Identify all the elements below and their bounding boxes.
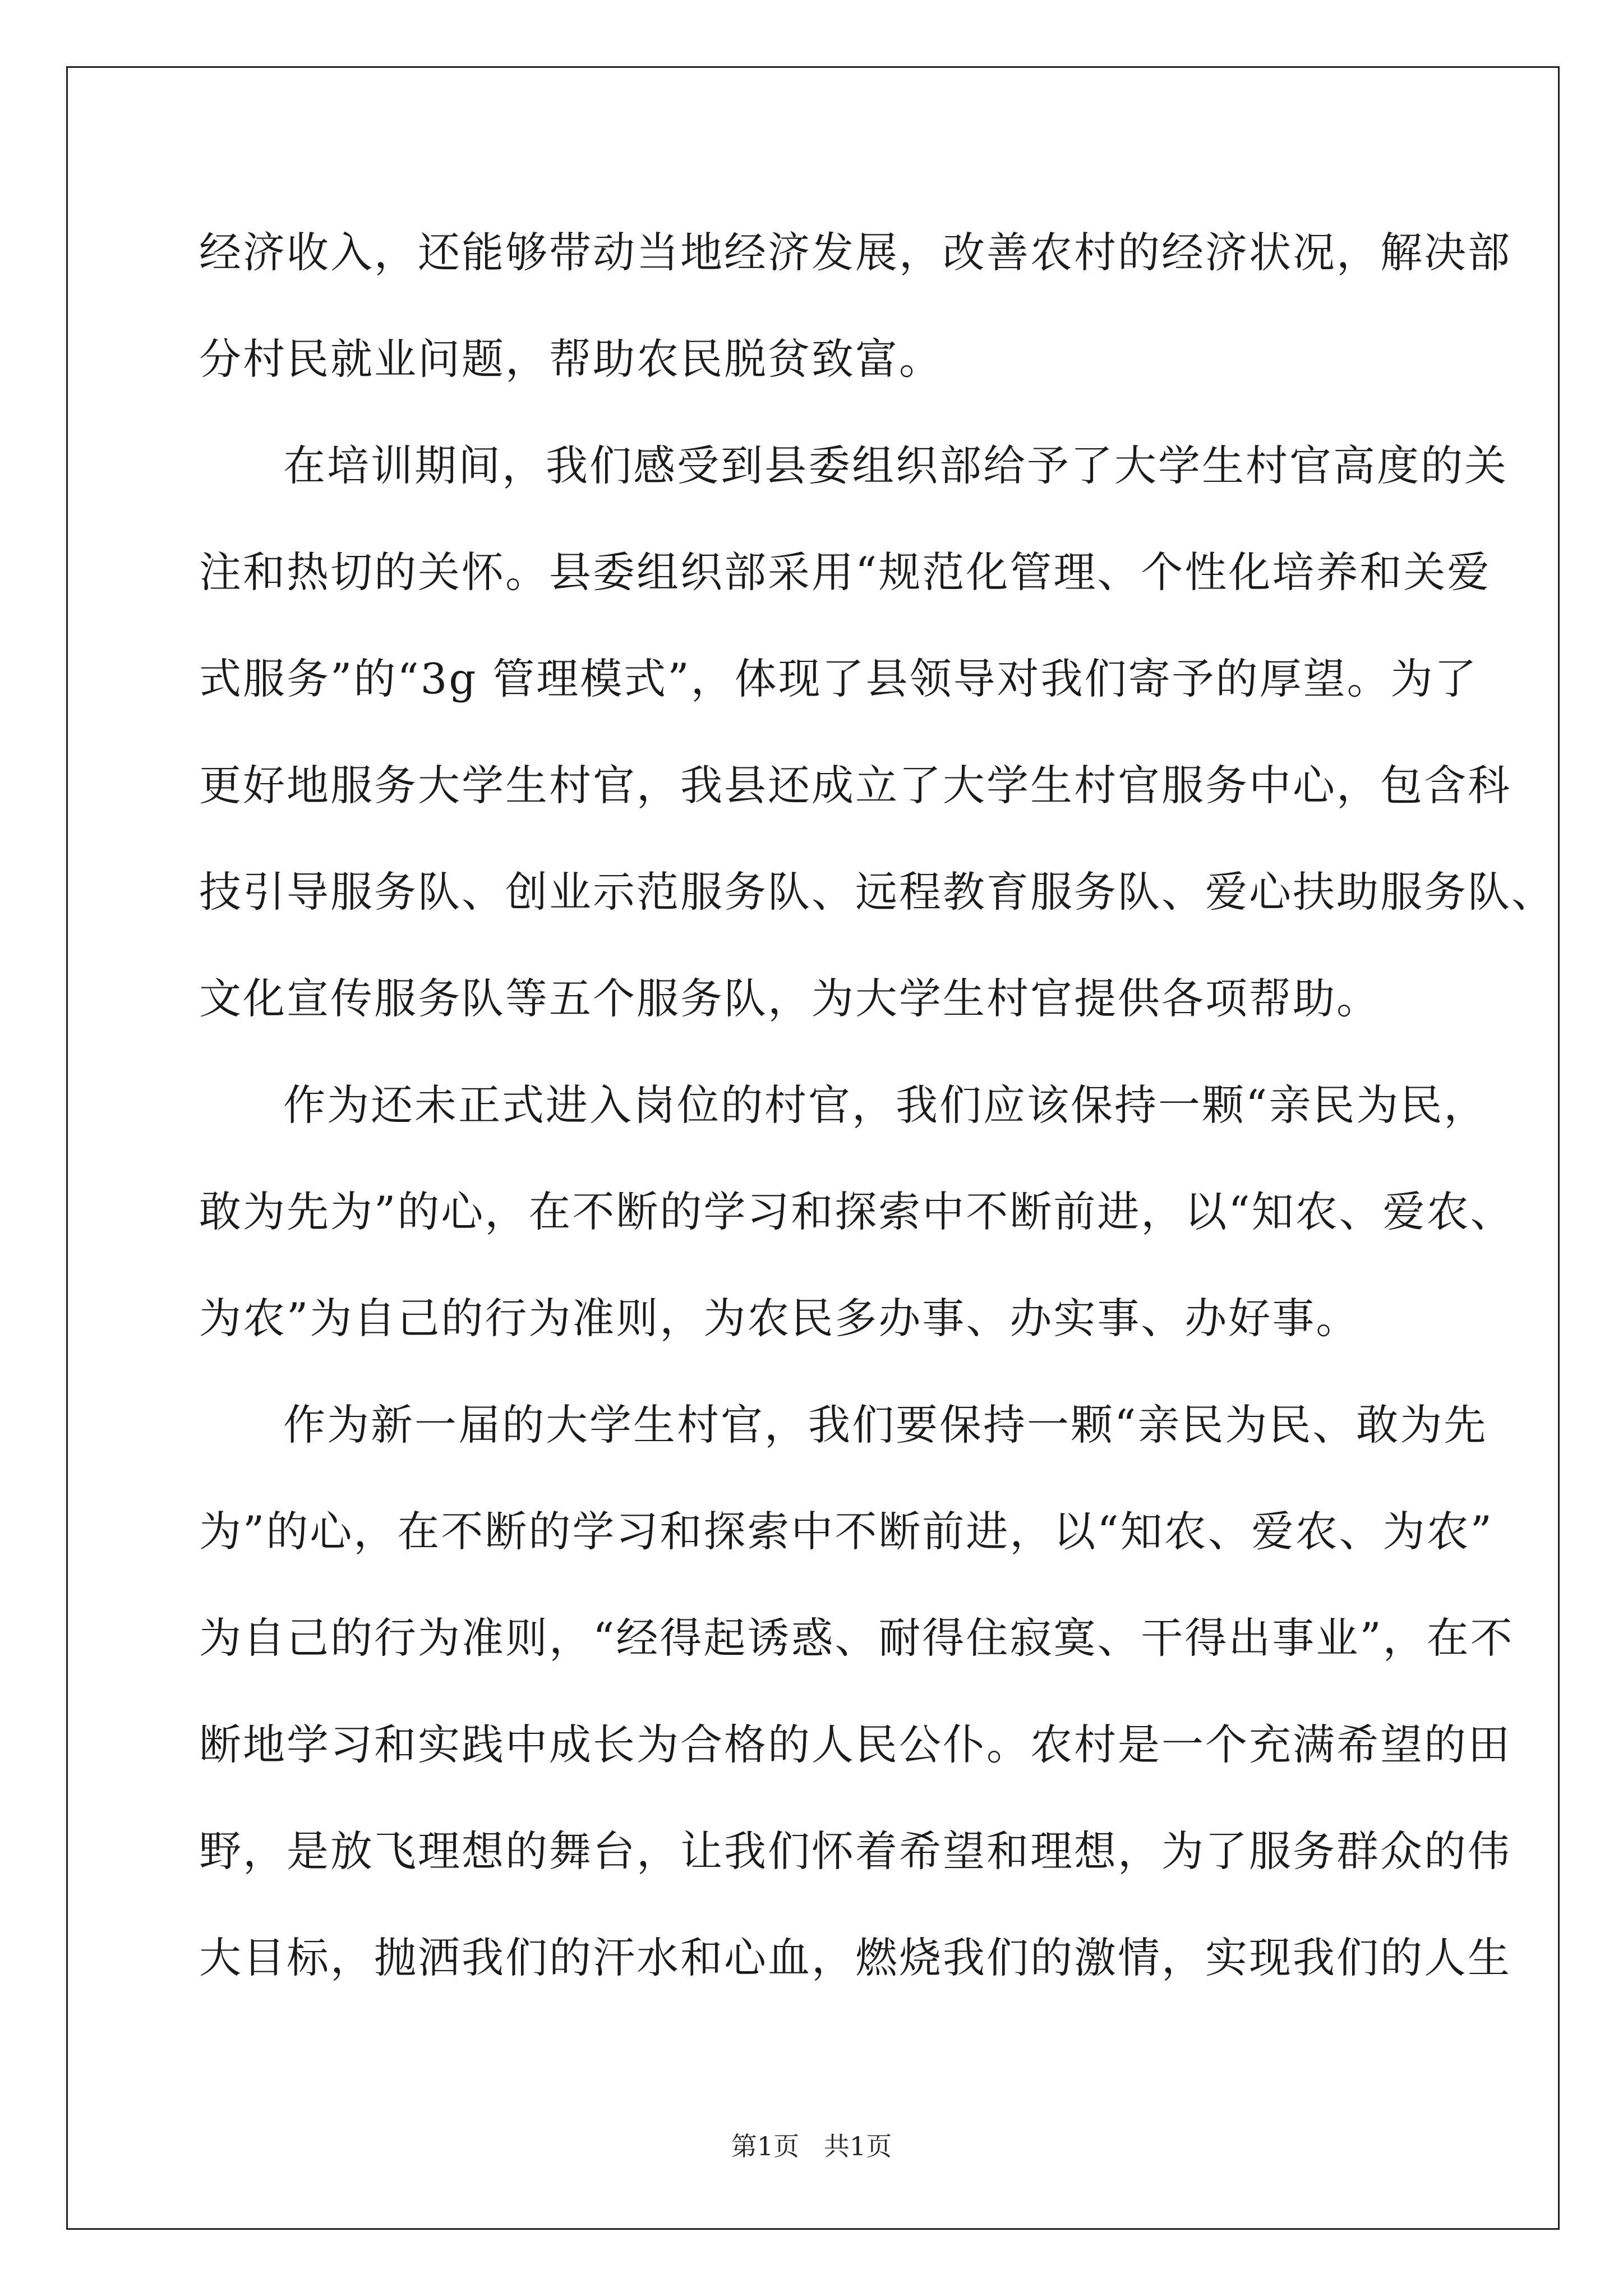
text-line: 更好地服务大学生村官，我县还成立了大学生村官服务中心，包含科 <box>199 761 1512 810</box>
text-line: 为农”为自己的行为准则，为农民多办事、办实事、办好事。 <box>199 1294 1360 1343</box>
page-footer: 第1页 共1页 <box>731 2131 892 2161</box>
text-line: 注和热切的关怀。县委组织部采用“规范化管理、个性化培养和关爱 <box>199 547 1491 597</box>
text-line: 文化宣传服务队等五个服务队，为大学生村官提供各项帮助。 <box>199 974 1381 1023</box>
text-line: 技引导服务队、创业示范服务队、远程教育服务队、爱心扶助服务队、 <box>199 867 1556 917</box>
text-line: 经济收入，还能够带动当地经济发展，改善农村的经济状况，解决部 <box>199 228 1512 277</box>
text-line: 为自己的行为准则，“经得起诱惑、耐得住寂寞、干得出事业”，在不 <box>199 1613 1514 1663</box>
text-line: 为”的心，在不断的学习和探索中不断前进，以“知农、爱农、为农” <box>199 1507 1494 1556</box>
text-line: 野，是放飞理想的舞台，让我们怀着希望和理想，为了服务群众的伟 <box>199 1826 1512 1876</box>
text-line: 敢为先为”的心，在不断的学习和探索中不断前进，以“知农、爱农、 <box>199 1187 1514 1236</box>
text-line: 在培训期间，我们感受到县委组织部给予了大学生村官高度的关 <box>283 441 1509 490</box>
text-line: 断地学习和实践中成长为合格的人民公仆。农村是一个充满希望的田 <box>199 1720 1512 1769</box>
text-line: 式服务”的“3g 管理模式”，体现了县领导对我们寄予的厚望。为了 <box>199 654 1478 703</box>
text-line: 分村民就业问题，帮助农民脱贫致富。 <box>199 334 943 384</box>
text-line: 作为新一届的大学生村官，我们要保持一颗“亲民为民、敢为先 <box>283 1400 1488 1450</box>
text-line: 作为还未正式进入岗位的村官，我们应该保持一颗“亲民为民， <box>283 1080 1488 1130</box>
text-line: 大目标，抛洒我们的汗水和心血，燃烧我们的激情，实现我们的人生 <box>199 1933 1512 1982</box>
document-body <box>199 199 1556 2011</box>
